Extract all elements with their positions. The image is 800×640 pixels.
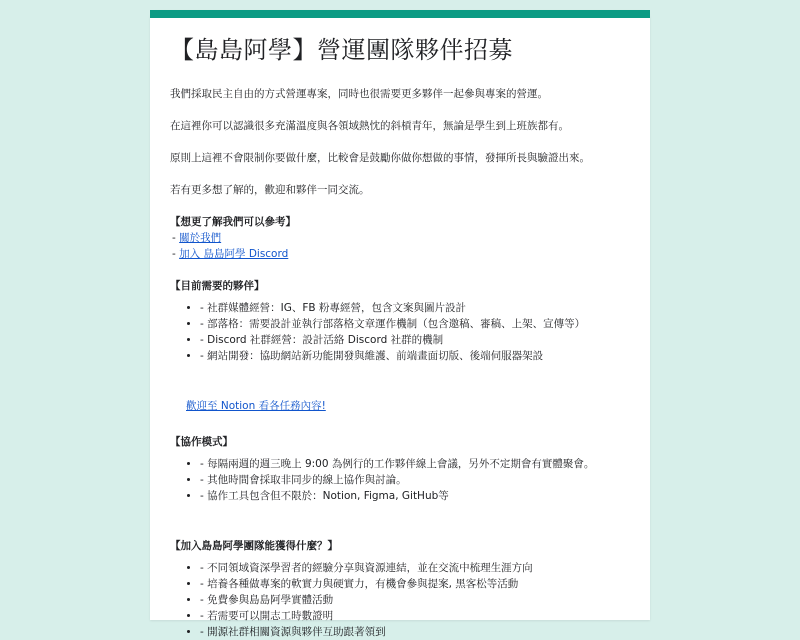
reference-section (170, 214, 630, 262)
list-item: • - 其他時間會採取非同步的線上協作與討論。 (200, 472, 630, 488)
notion-tasks-link[interactable]: 歡迎至 Notion 看各任務內容! (186, 400, 326, 412)
form-title: 【島島阿學】營運團隊夥伴招募 (170, 36, 513, 64)
list-item: • - 協作工具包含但不限於：Notion, Figma, GitHub等 (200, 488, 630, 504)
dash-prefix: - (172, 232, 180, 244)
benefits-list (170, 560, 630, 640)
reference-heading: 【想更了解我們可以參考】 (170, 216, 296, 228)
intro-paragraph: 若有更多想了解的，歡迎和夥伴一同交流。 (170, 184, 370, 196)
needs-heading: 【目前需要的夥伴】 (170, 280, 265, 292)
needs-section (170, 278, 630, 414)
list-item: • - 網站開發：協助網站新功能開發與維護、前端畫面切版、後端伺服器架設 (200, 348, 630, 364)
list-item: • - 若需要可以開志工時數證明 (200, 608, 630, 624)
intro-paragraph: 原則上這裡不會限制你要做什麼，比較會是鼓勵你做你想做的事情，發揮所長與驗證出來。 (170, 152, 590, 164)
form-description (150, 18, 650, 640)
list-item: • - 每隔兩週的週三晚上 9:00 為例行的工作夥伴線上會議，另外不定期會有實體聚會。 (200, 456, 630, 472)
form-header-card (150, 10, 650, 638)
list-item: • - 培養各種做專案的軟實力與硬實力，有機會參與提案, 黑客松等活動 (200, 576, 630, 592)
reference-link-row (172, 230, 630, 246)
about-us-link[interactable]: 關於我們 (179, 232, 222, 244)
list-item: • - 社群媒體經營：IG、FB 粉專經營，包含文案與圖片設計 (200, 300, 630, 316)
collab-list (170, 456, 630, 504)
benefits-heading: 【加入島島阿學團隊能獲得什麼？】 (170, 540, 338, 552)
intro-paragraph: 在這裡你可以認識很多充滿溫度與各領域熱忱的斜槓青年，無論是學生到上班族都有。 (170, 120, 569, 132)
intro-paragraph: 我們採取民主自由的方式營運專案，同時也很需要更多夥伴一起參與專案的營運。 (170, 88, 548, 100)
collab-section (170, 434, 630, 504)
dash-prefix: - (172, 248, 180, 260)
list-item: • - 開源社群相關資源與夥伴互助跟著領到 (200, 624, 630, 640)
accent-bar (150, 10, 650, 18)
reference-link-row (172, 246, 630, 262)
list-item: • - 部落格：需要設計並執行部落格文章運作機制（包含邀稿、審稿、上架、宣傳等） (200, 316, 630, 332)
list-item: • - Discord 社群經營：設計活絡 Discord 社群的機制 (200, 332, 630, 348)
benefits-section (170, 538, 630, 640)
list-item: • - 免費參與島島阿學實體活動 (200, 592, 630, 608)
discord-link[interactable]: 加入 島島阿學 Discord (179, 248, 289, 260)
needs-list (170, 300, 630, 364)
list-item: • - 不同領域資深學習者的經驗分享與資源連結，並在交流中梳理生涯方向 (200, 560, 630, 576)
collab-heading: 【協作模式】 (170, 436, 233, 448)
notion-link-row (186, 398, 630, 414)
